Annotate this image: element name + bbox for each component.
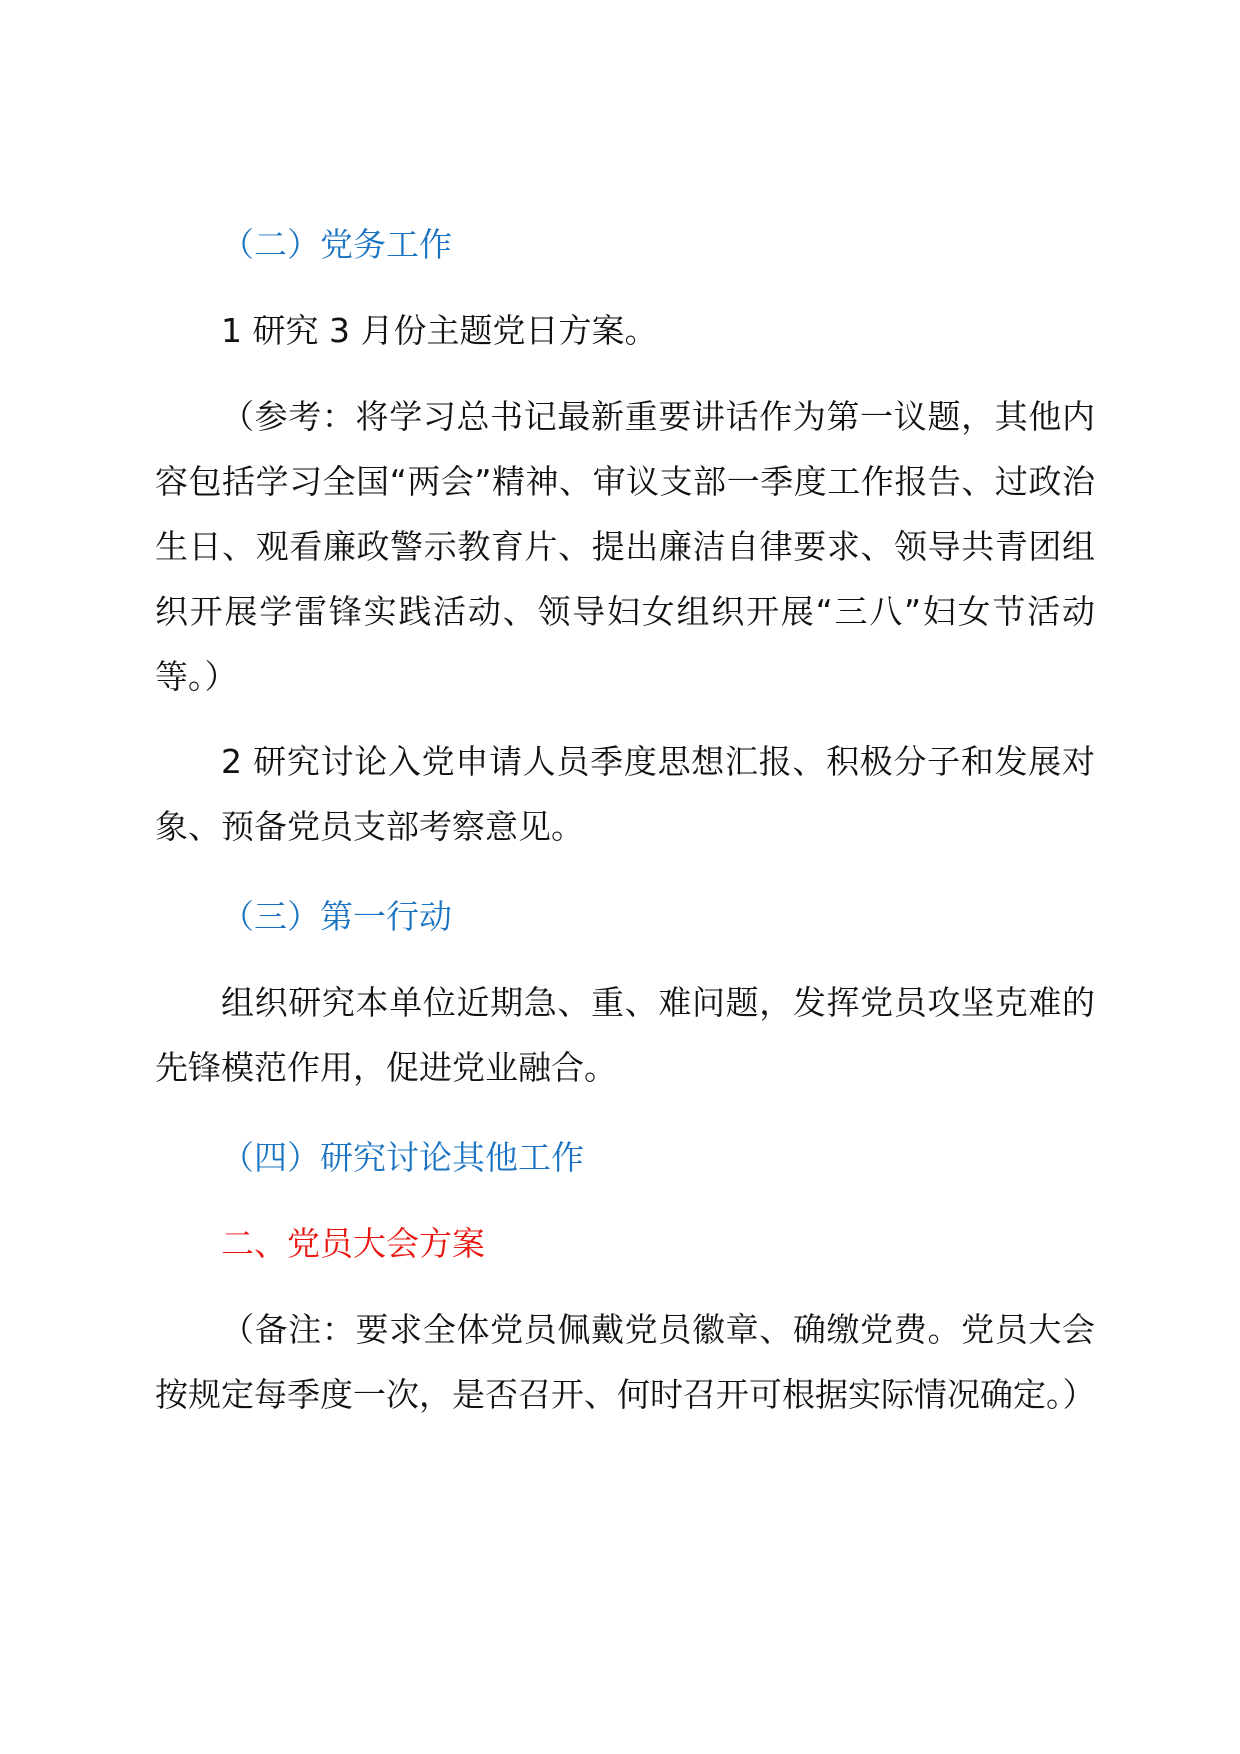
subheading-party-affairs: （二）党务工作	[221, 225, 452, 264]
first-action-body: 组织研究本单位近期急、重、难问题，发挥党员攻坚克难的先锋模范作用，促进党业融合。	[155, 983, 1095, 1087]
item-1-study-theme-day: 1 研究 3 月份主题党日方案。	[221, 311, 658, 350]
member-meeting-note: （备注：要求全体党员佩戴党员徽章、确缴党费。党员大会按规定每季度一次，是否召开、何时召开可根据实际情况确定。）	[155, 1310, 1096, 1414]
subheading-other-work: （四）研究讨论其他工作	[221, 1138, 584, 1177]
section-heading-member-meeting: 二、党员大会方案	[221, 1224, 485, 1263]
item-2-study-applicants: 2 研究讨论入党申请人员季度思想汇报、积极分子和发展对象、预备党员支部考察意见。	[155, 742, 1095, 846]
subheading-first-action: （三）第一行动	[221, 897, 452, 936]
item-1-reference-note: （参考：将学习总书记最新重要讲话作为第一议题，其他内容包括学习全国“两会”精神、审议支部一季度工作报告、过政治生日、观看廉政警示教育片、提出廉洁自律要求、领导共青团组织开展学雷锋实践活动、领导妇女组织开展“三八”妇女节活动等。）	[155, 397, 1095, 696]
